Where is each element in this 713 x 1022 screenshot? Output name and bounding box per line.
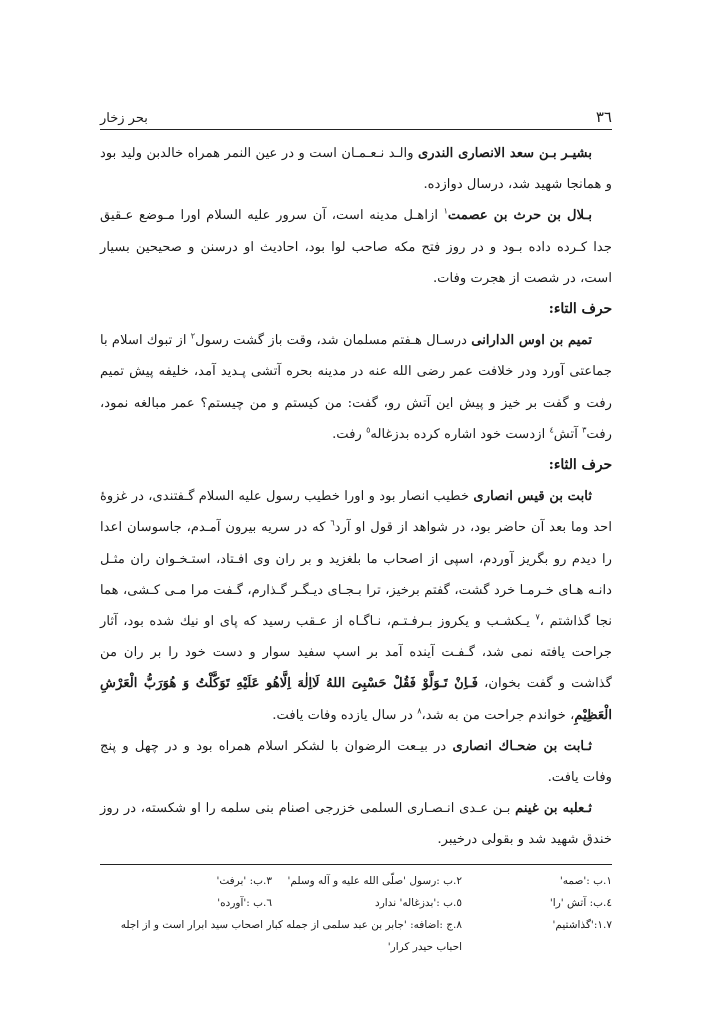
footnote-row [100, 870, 612, 892]
entry-text: که در سریه بیرون آمـدم، جاسوسان اعدا را دیدم رو بگریز آوردم، اسپی از اصحاب ما بلغزید و بر ران وی افـتاد، استـخـوان ران مثـل دانـه هـای خـرمـا خرد گشت، گفتم برخیز، ترا بـجـای دیـگـر گـذارم، گـفت مرا مـی کـشی، هما نجا گذاشتم ، [100, 520, 613, 630]
footnote-ref: ٦ [330, 519, 335, 529]
section-heading-tha: حرف الثاء: [548, 457, 612, 474]
entry-head: ثابت بن قیس انصاری [473, 489, 592, 505]
entry-text: از تبوك اسلام با جماعتی آورد ودر خلافت عمر رضی الله عنه در مدینه بحره آتشی پـدید آمد، خلیفه پیش تمیم رفت و گفت بر خیز و پیش این آتش رو، گفت: من کیستم و من چیستم؟ عمر مبالغه نمود، رفت [100, 333, 612, 442]
entry-text: درسـال هـفتم مسلمان شد، وقت باز گشت رسول [195, 333, 472, 349]
entry-head: تمیم بن اوس الدارانی [471, 333, 592, 349]
footnotes [100, 864, 612, 958]
entry-head: بشیـر بـن سعد الانصاری الندری [417, 146, 592, 161]
footnote-ref: ٣ [582, 425, 587, 435]
footnote-ref: ٤ [549, 425, 554, 435]
entry-text: ازدست خود اشاره کرده بدزغاله [370, 426, 550, 442]
footnote: ١.ب :'صمه' [559, 874, 612, 887]
entry-thabit-qays [100, 481, 612, 731]
entry-text: ، خواندم جراحت من به شد، [421, 707, 575, 723]
entry-text: بـن عـدی انـصـاری السلمی خزرجی اصنام بنی سلمه را او شکسته، در روز خندق شهید شد و بقولی درخیبر. [100, 801, 612, 848]
footnote-ref: ٧ [535, 612, 540, 622]
footnote: ٨.ج :اضافه: 'جابر بن عبد سلمی از جمله کبار اصحاب سید ابرار است و از اجله احباب حیدر کرار' [120, 918, 462, 953]
footnote: ٥.ب :'بدزغاله' ندارد [375, 896, 462, 909]
entry-head: ثـابت بن ضحـاك انصاری [452, 738, 592, 754]
footnote: ٤.ب: آتش 'را' [549, 896, 612, 909]
page-body [100, 138, 612, 856]
footnote-ref: ٨ [417, 706, 422, 716]
quran-verse: فَـاِنْ تَـوَلَّوْ فَقُلْ حَسْبِیَ اللهُ لَااِلٰهَ اِلَّاهُو عَلَیْهِ تَوَکَّلْتُ وَ هُوَرَبُّ الْعَرْشِ الْعَظِیْمِ [100, 676, 612, 723]
footnote: ٢.ب :رسول 'صلّی الله علیه و آله وسلم' [287, 874, 462, 887]
page-number: ٣٦ [595, 108, 612, 126]
running-header [100, 104, 612, 130]
entry-text: در بیـعت الرضوان با لشکر اسلام همراه بود و در چهل و پنج وفات یافت. [100, 738, 612, 786]
footnote-row [100, 892, 612, 914]
footnote-ref: ٢ [190, 331, 196, 341]
entry-bashir [100, 138, 612, 200]
entry-text: ازاهـل مدینه است، آن سرور علیه السلام اورا مـوضع عـقیق جدا کـرده داده بـود و در روز فتح مکه صاحب لوا بود، احادیث او درسنن و صحیحین بسیار است، در شصت از هجرت وفات. [100, 208, 612, 286]
entry-head: ثـعلبه بن غینم [515, 801, 592, 817]
footnote: ٦.ب :'آورده' [217, 896, 272, 909]
entry-head: بـلال بن حرث بن عصمت [447, 208, 592, 224]
footnote-row [100, 914, 612, 958]
entry-thalaba [100, 793, 612, 855]
entry-tamim [100, 325, 612, 450]
footnote: ١.٧:'گذاشتیم' [552, 918, 612, 931]
entry-text: یـکشـب و یکروز بـرفـتـم، نـاگـاه از عـقب رسید که پای او نیك شده بود، آثار جراحت یافته نمی شد، گـفـت آینده آمد بر اسپ سفید سوار و دست خود را بر ران من گذاشت و گفت بخوان، [100, 614, 612, 692]
entry-text: خطیب انصار بود و اورا خطیب رسول علیه السلام گـفتندی، در غزوۀ احد وما بعد آن حاضر بود، در شواهد از قول او آرد [100, 489, 612, 536]
entry-thabit-dahhak [100, 731, 612, 793]
entry-text: آتش [553, 426, 583, 442]
entry-text: رفت. [332, 426, 367, 442]
entry-bilal [100, 200, 612, 294]
page [100, 104, 612, 958]
footnote-ref: ١ [443, 207, 448, 217]
footnote-ref: ٥ [366, 425, 371, 435]
section-heading-ta: حرف التاء: [548, 301, 612, 318]
entry-text: والـد نـعـمـان است و در عین النمر همراه خالدبن ولید بود و همانجا شهید شد، درسال دوازده. [100, 146, 612, 193]
running-title: بحر زخار [100, 111, 148, 126]
entry-text: در سال یازده وفات یافت. [272, 707, 418, 723]
footnote: ٣.ب: 'برفت' [216, 874, 272, 887]
